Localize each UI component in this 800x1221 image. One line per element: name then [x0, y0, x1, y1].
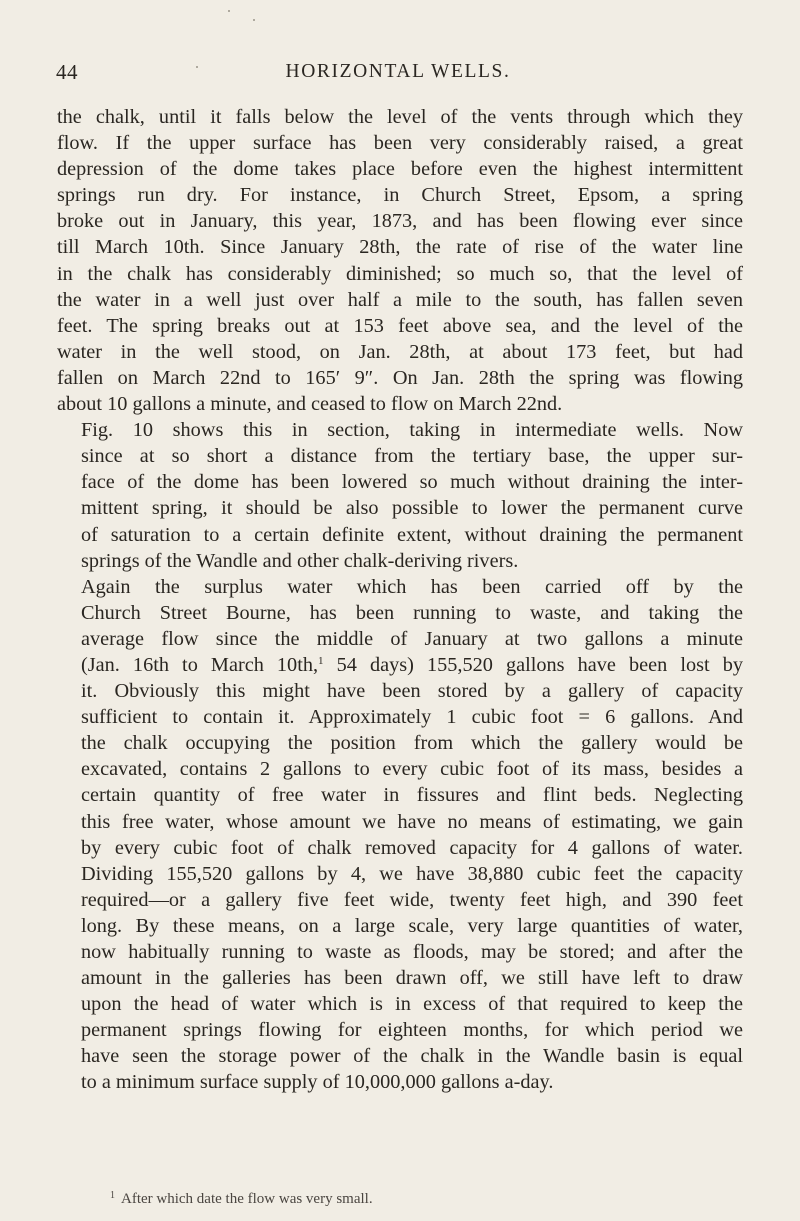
text-line: the chalk, until it falls below the level of the vents through which they: [57, 106, 743, 128]
text-line: [57, 652, 743, 678]
body-text: [57, 104, 743, 1096]
running-head-title: HORIZONTAL WELLS.: [285, 61, 511, 82]
paper-speck: [228, 10, 230, 12]
text-line: now habitually running to waste as floods, may be stored; and after the: [81, 941, 743, 963]
text-line: depression of the dome takes place before even the highest intermittent: [57, 158, 743, 181]
text-line: it. Obviously this might have been stored by a gallery of capacity: [81, 680, 743, 703]
text-line: long. By these means, on a large scale, very large quantities of water,: [81, 914, 743, 937]
text-line: till March 10th. Since January 28th, the rate of rise of the water line: [57, 236, 743, 259]
text-line: in the chalk has considerably diminished; so much so, that the level of: [57, 262, 743, 285]
text-line: of saturation to a certain definite extent, without draining the permanent: [81, 523, 743, 546]
paper-speck: [253, 19, 255, 21]
text-line: water in the well stood, on Jan. 28th, at about 173 feet, but had: [57, 340, 743, 363]
text-line: broke out in January, this year, 1873, and has been flowing ever since: [57, 210, 743, 233]
paragraph: [57, 417, 743, 574]
text-line: about 10 gallons a minute, and ceased to flow on March 22nd.: [57, 393, 563, 416]
text-line: feet. The spring breaks out at 153 feet above sea, and the level of the: [57, 314, 743, 337]
text-line: to a minimum surface supply of 10,000,000 gallons a-day.: [81, 1071, 554, 1094]
text-line: the chalk occupying the position from which the gallery would be: [81, 732, 743, 755]
text-line: Dividing 155,520 gallons by 4, we have 38,880 cubic feet the capacity: [81, 862, 743, 885]
text-line: the water in a well just over half a mile to the south, has fallen seven: [57, 288, 743, 311]
footnote-text: After which date the flow was very small.: [121, 1191, 373, 1207]
text-line: this free water, whose amount we have no means of estimating, we gain: [81, 810, 743, 833]
text-line: certain quantity of free water in fissures and flint beds. Neglecting: [81, 784, 743, 807]
text-line: mittent spring, it should be also possible to lower the permanent curve: [81, 497, 743, 520]
footnote-reference: 1: [318, 654, 324, 667]
paragraph: [57, 574, 743, 1096]
paper-speck: [196, 66, 198, 68]
text-line: excavated, contains 2 gallons to every cubic foot of its mass, besides a: [81, 758, 743, 781]
text-line: required—or a gallery five feet wide, twenty feet high, and 390 feet: [81, 888, 743, 911]
text-line: Church Street Bourne, has been running to waste, and taking the: [81, 601, 743, 624]
footnote-mark: 1: [110, 1190, 115, 1201]
text-line: average flow since the middle of January at two gallons a minute: [81, 627, 743, 650]
text-line: by every cubic foot of chalk removed capacity for 4 gallons of water.: [81, 836, 743, 859]
text-line: springs run dry. For instance, in Church Street, Epsom, a spring: [57, 184, 743, 207]
text-line: have seen the storage power of the chalk in the Wandle basin is equal: [81, 1045, 743, 1068]
text-line: permanent springs flowing for eighteen months, for which period we: [81, 1019, 743, 1042]
text-segment: 54 days) 155,520 gallons have been lost by: [323, 653, 743, 676]
text-line: face of the dome has been lowered so much without draining the inter-: [81, 471, 743, 494]
paragraph: [57, 104, 743, 417]
text-line: Again the surplus water which has been carried off by the: [81, 575, 743, 598]
text-line: fallen on March 22nd to 165′ 9″. On Jan. 28th the spring was flowing: [57, 366, 743, 389]
text-line: upon the head of water which is in excess of that required to keep the: [81, 993, 743, 1016]
text-line: springs of the Wandle and other chalk-deriving rivers.: [81, 549, 519, 572]
running-head: [56, 60, 740, 84]
text-line: amount in the galleries has been drawn off, we still have left to draw: [81, 967, 743, 990]
text-line: flow. If the upper surface has been very considerably raised, a great: [57, 132, 743, 155]
page-number: 44: [56, 60, 78, 84]
text-line: Fig. 10 shows this in section, taking in intermediate wells. Now: [81, 419, 743, 442]
text-line: since at so short a distance from the tertiary base, the upper sur-: [81, 445, 743, 468]
text-segment: (Jan. 16th to March 10th,: [81, 653, 319, 676]
text-line: sufficient to contain it. Approximately 1 cubic foot = 6 gallons. And: [81, 706, 743, 729]
footnote: [110, 1190, 373, 1208]
